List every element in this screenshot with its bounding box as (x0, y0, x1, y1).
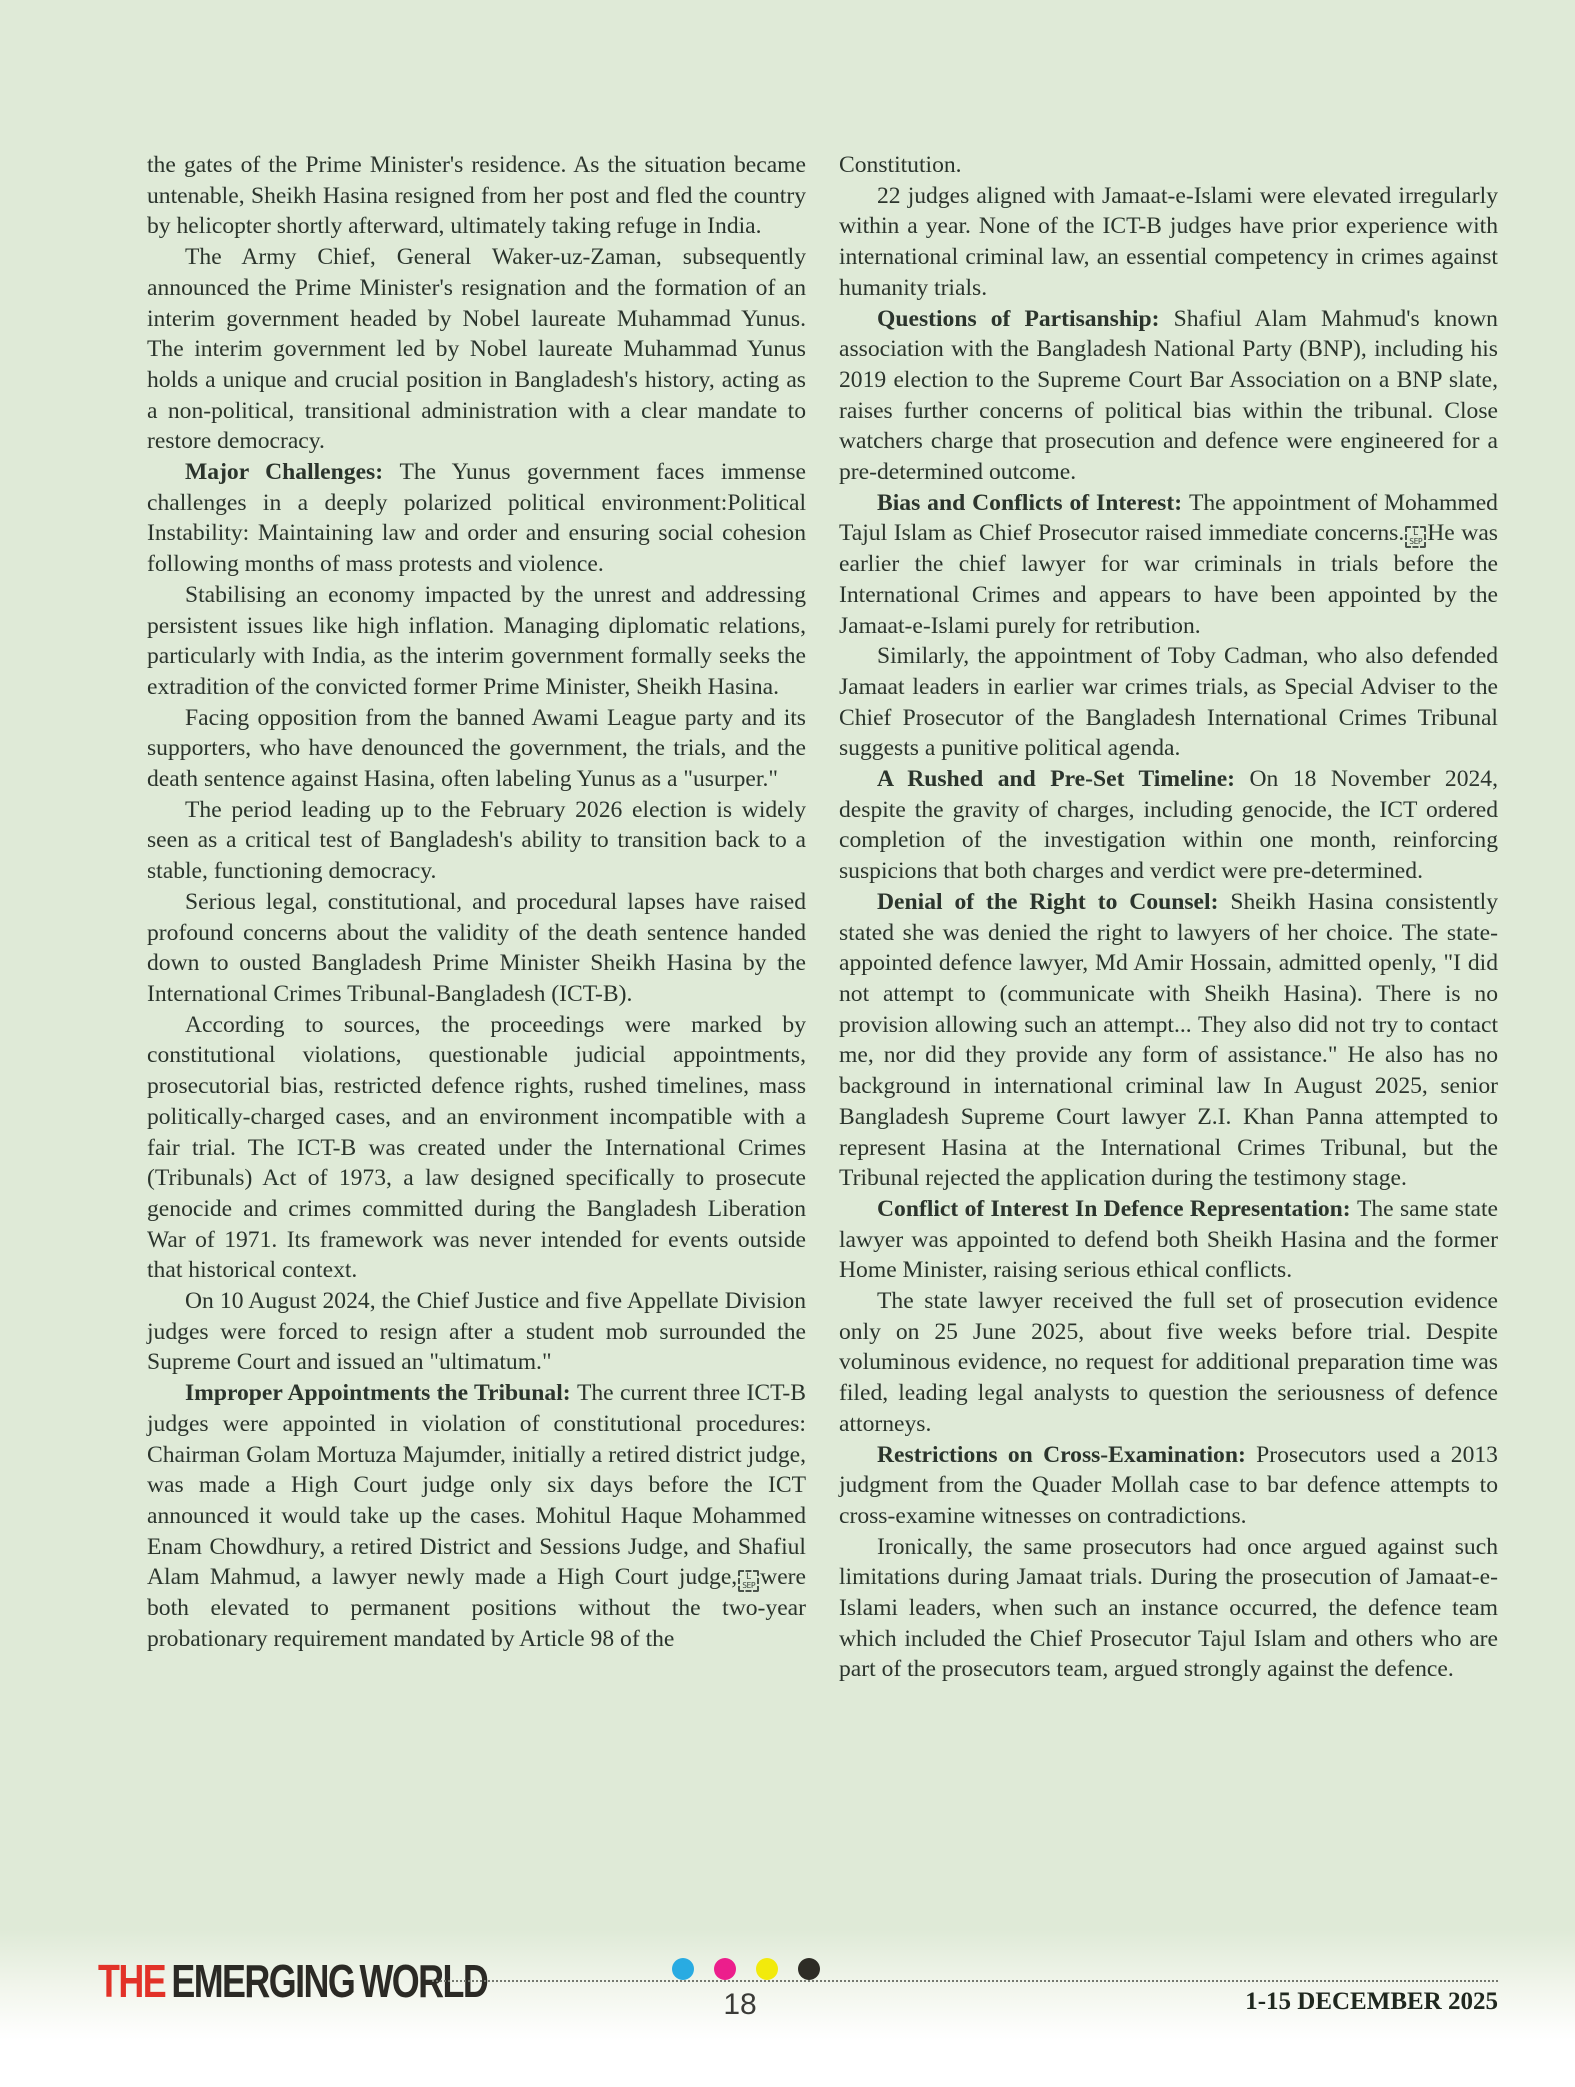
paragraph-text: Serious legal, constitutional, and procedural lapses have raised profound concerns about the validity of the death sentence handed down to ousted Bangladesh Prime Minister Sheikh Hasina by the International Crimes Tribunal-Bangladesh (ICT-B). (147, 888, 806, 1007)
article-body (147, 150, 1498, 1685)
article-column-left (147, 150, 806, 1685)
paragraph-text: According to sources, the proceedings were marked by constitutional violations, questionable judicial appointments, prosecutorial bias, restricted defence rights, rushed timelines, mass politically-charged cases, and an environment incompatible with a fair trial. The ICT-B was created under the International Crimes (Tribunals) Act of 1973, a law designed specifically to prosecute genocide and crimes committed during the Bangladesh Liberation War of 1971. Its framework was never intended for events outside that historical context. (147, 1011, 806, 1284)
paragraph-text: 22 judges aligned with Jamaat-e-Islami were elevated irregularly within a year. None of the ICT-B judges have prior experience with international criminal law, an essential competency in crimes against humanity trials. (839, 182, 1498, 301)
paragraph (839, 488, 1498, 642)
footer-divider-line (432, 1980, 1498, 1982)
paragraph (147, 242, 806, 457)
paragraph (147, 703, 806, 795)
paragraph-text: Similarly, the appointment of Toby Cadman, who also defended Jamaat leaders in earlier war crimes trials, as Special Adviser to the Chief Prosecutor of the Bangladesh International Crimes Tribunal suggests a punitive political agenda. (839, 643, 1498, 762)
paragraph-text: Constitution. (839, 152, 962, 178)
paragraph-text: The current three ICT-B judges were appointed in violation of constitutional procedures: Chairman Golam Mortuza Majumder, initially a retired district judge, was made a High Court judge only six days before the ICT announced it would take up the cases. Mohitul Haque Mohammed Enam Chowdhury, a retired District and Sessions Judge, and Shafiul Alam Mahmud, a lawyer newly made a High Court judge, (147, 1380, 806, 1591)
paragraph-text: Ironically, the same prosecutors had once argued against such limitations during Jamaat trials. During the prosecution of Jamaat-e-Islami leaders, when such an instance occurred, the defence team which included the Chief Prosecutor Tajul Islam and others who are part of the prosecutors team, argued strongly against the defence. (839, 1533, 1498, 1683)
line-separator-glyph (738, 1570, 759, 1592)
cmyk-registration-dots (672, 1958, 820, 1980)
paragraph-text: Shafiul Alam Mahmud's known association with the Bangladesh National Party (BNP), including his 2019 election to the Supreme Court Bar Association on a BNP slate, raises further concerns of political bias within the tribunal. Close watchers charge that prosecution and defence were engineered for a pre-determined outcome. (839, 305, 1498, 486)
paragraph-heading: Questions of Partisanship: (877, 305, 1174, 332)
paragraph (839, 764, 1498, 887)
paragraph-heading: A Rushed and Pre-Set Timeline: (877, 766, 1250, 793)
paragraph-text: The state lawyer received the full set of prosecution evidence only on 25 June 2025, about five weeks before trial. Despite voluminous evidence, no request for additional preparation time was filed, leading legal analysts to question the seriousness of defence attorneys. (839, 1288, 1498, 1437)
magenta-dot (714, 1958, 736, 1980)
paragraph (839, 1532, 1498, 1686)
yellow-dot (756, 1958, 778, 1980)
paragraph-heading: Major Challenges: (185, 459, 400, 486)
paragraph-text: On 10 August 2024, the Chief Justice and five Appellate Division judges were forced to resign after a student mob surrounded the Supreme Court and issued an "ultimatum." (147, 1288, 806, 1376)
paragraph-text: The appointment of Mohammed Tajul Islam as Chief Prosecutor raised immediate concerns. (839, 489, 1498, 547)
paragraph-text: The period leading up to the February 2026 election is widely seen as a critical test of Bangladesh's ability to transition back to a stable, functioning democracy. (147, 796, 806, 885)
issue-date: 1-15 DECEMBER 2025 (1245, 1988, 1498, 2015)
paragraph-text: The Army Chief, General Waker-uz-Zaman, subsequently announced the Prime Minister's resignation and the formation of an interim government headed by Nobel laureate Muhammad Yunus. The interim government led by Nobel laureate Muhammad Yunus holds a unique and crucial position in Bangladesh's history, acting as a non-political, transitional administration with a clear mandate to restore democracy. (147, 244, 806, 455)
glyph-top: L (1413, 528, 1419, 539)
paragraph-heading: Denial of the Right to Counsel: (877, 888, 1231, 915)
paragraph (839, 1286, 1498, 1440)
logo-the: THE (98, 1955, 166, 2007)
line-separator-glyph (1405, 526, 1426, 548)
paragraph (147, 150, 806, 242)
paragraph (839, 1440, 1498, 1532)
paragraph-text: The same state lawyer was appointed to defend both Sheikh Hasina and the former Home Minister, raising serious ethical conflicts. (839, 1195, 1498, 1284)
paragraph (147, 1286, 806, 1378)
paragraph (839, 181, 1498, 304)
paragraph-text: Prosecutors used a 2013 judgment from the Quader Mollah case to bar defence attempts to cross-examine witnesses on contradictions. (839, 1441, 1498, 1529)
paragraph (839, 304, 1498, 488)
paragraph (147, 1010, 806, 1286)
paragraph (147, 457, 806, 580)
paragraph (147, 795, 806, 887)
paragraph (839, 150, 1498, 181)
glyph-top: L (745, 1572, 752, 1583)
paragraph (147, 887, 806, 1010)
paragraph-heading: Bias and Conflicts of Interest: (877, 489, 1189, 516)
paragraph-heading: Restrictions on Cross-Examination: (877, 1441, 1257, 1468)
paragraph-text: were both elevated to permanent positions without the two-year probationary requirement mandated by Article 98 of the (147, 1564, 806, 1652)
paragraph-text: the gates of the Prime Minister's residence. As the situation became untenable, Sheikh Hasina resigned from her post and fled the country by helicopter shortly afterward, ultimately taking refuge in India. (147, 152, 806, 240)
glyph-bottom: SEP (742, 1581, 756, 1591)
paragraph-heading: Improper Appointments the Tribunal: (185, 1380, 577, 1407)
paragraph-text: On 18 November 2024, despite the gravity of charges, including genocide, the ICT ordered completion of the investigation within one month, reinforcing suspicions that both charges and verdict were pre-determined. (839, 766, 1498, 885)
article-column-right (839, 150, 1498, 1685)
paragraph-text: He was earlier the chief lawyer for war criminals in trials before the International Crimes and appears to have been appointed by the Jamaat-e-Islami purely for retribution. (839, 520, 1498, 639)
paragraph (147, 580, 806, 703)
paragraph-text: Sheikh Hasina consistently stated she was denied the right to lawyers of her choice. The state-appointed defence lawyer, Md Amir Hossain, admitted openly, "I did not attempt to (communicate with Sheikh Hasina). There is no provision allowing such an attempt... They also did not try to contact me, nor did they provide any form of assistance." He also has no background in international criminal law In August 2025, senior Bangladesh Supreme Court lawyer Z.I. Khan Panna attempted to represent Hasina at the International Crimes Tribunal, but the Tribunal rejected the application during the testimony stage. (839, 888, 1498, 1192)
paragraph (839, 641, 1498, 764)
paragraph (147, 1378, 806, 1654)
paragraph-text: Stabilising an economy impacted by the unrest and addressing persistent issues like high inflation. Managing diplomatic relations, particularly with India, as the interim government formally seeks the extradition of the convicted former Prime Minister, Sheikh Hasina. (147, 581, 806, 700)
logo-title: EMERGING WORLD (171, 1955, 488, 2007)
paragraph-text: The Yunus government faces immense challenges in a deeply polarized political environment:Political Instability: Maintaining law and order and ensuring social cohesion following months of mass protests and violence. (147, 459, 806, 578)
black-dot (798, 1958, 820, 1980)
page-number: 18 (723, 1988, 757, 2021)
publication-logo (98, 1955, 488, 2007)
paragraph (839, 1194, 1498, 1286)
paragraph (839, 887, 1498, 1194)
glyph-bottom: SEP (1409, 537, 1423, 547)
paragraph-heading: Conflict of Interest In Defence Representation: (877, 1195, 1357, 1222)
paragraph-text: Facing opposition from the banned Awami League party and its supporters, who have denounced the government, the trials, and the death sentence against Hasina, often labeling Yunus as a "usurper." (147, 704, 806, 793)
cyan-dot (672, 1958, 694, 1980)
